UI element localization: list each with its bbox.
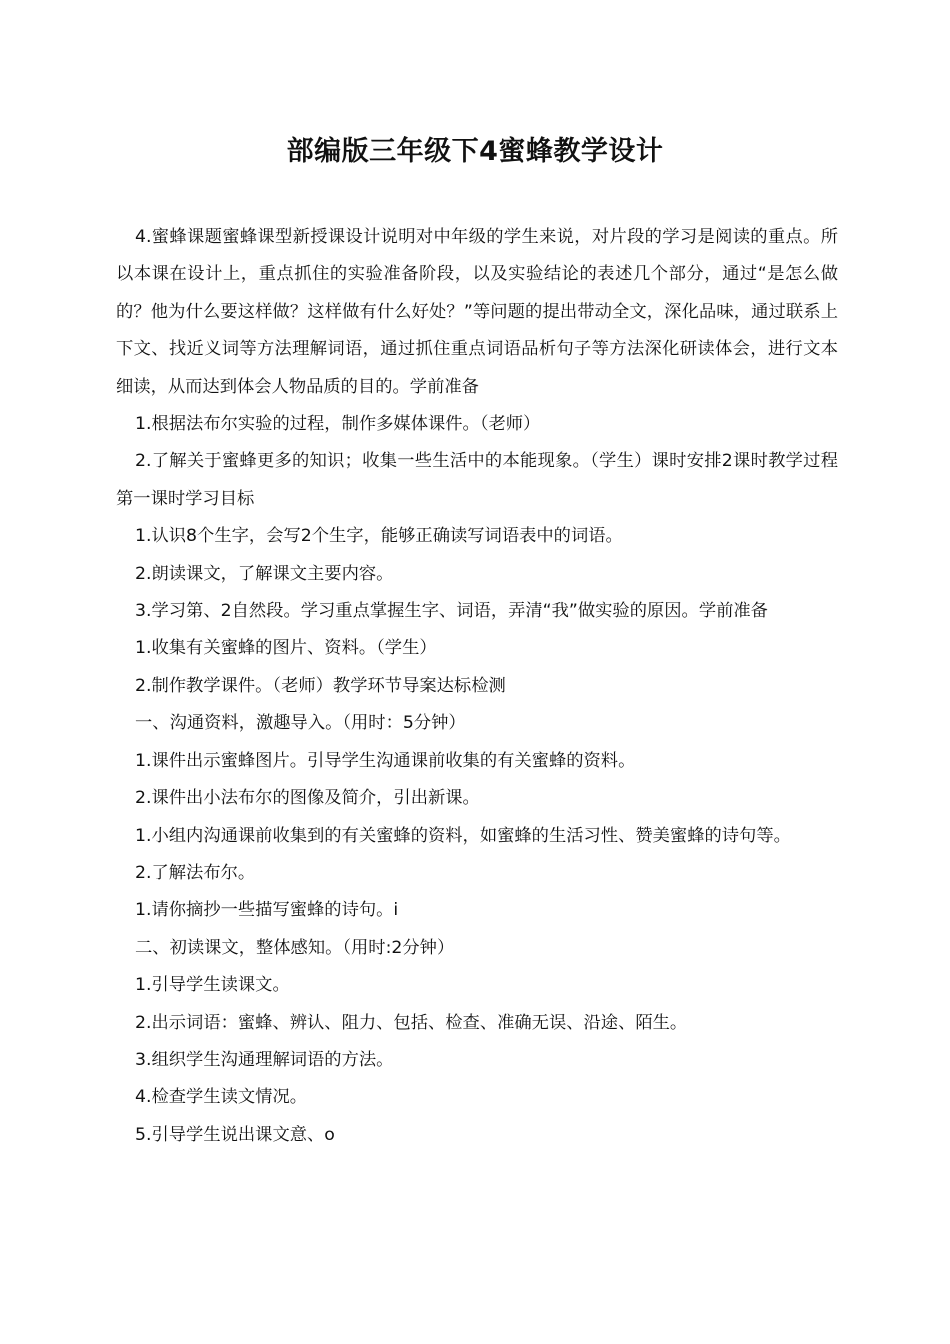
- document-title: 部编版三年级下4蜜蜂教学设计: [286, 136, 664, 167]
- section-heading-2: 二、初读课文，整体感知。（用时:2分钟）: [135, 937, 455, 958]
- document-body: [116, 219, 838, 1154]
- paragraph-step-1: 1.课件出示蜜蜂图片。引导学生沟通课前收集的有关蜜蜂的资料。: [135, 750, 636, 771]
- paragraph-goal-1: 1.认识8个生字，会写2个生字，能够正确读写词语表中的词语。: [135, 526, 623, 547]
- paragraph-intro: 4.蜜蜂课题蜜蜂课型新授课设计说明对中年级的学生来说，对片段的学习是阅读的重点。所以本课在设计上，重点抓住的实验准备阶段，以及实验结论的表述几个部分，通过“是怎么做的？他为什么要这样做？这样做有什么好处？”等问题的提出带动全文，深化品味，通过联系上下文、找近义词等方法理解词语，通过抓住重点词语品析句子等方法深化研读体会，进行文本细读，从而达到体会人物品质的目的。学前准备: [116, 227, 838, 397]
- paragraph-prep-2: 2.了解关于蜜蜂更多的知识；收集一些生活中的本能现象。（学生）课时安排2课时教学过程第一课时学习目标: [116, 451, 838, 509]
- paragraph-read-5: 5.引导学生说出课文意、o: [135, 1124, 335, 1145]
- paragraph-activity-1: 1.小组内沟通课前收集到的有关蜜蜂的资料，如蜜蜂的生活习性、赞美蜜蜂的诗句等。: [135, 825, 791, 846]
- paragraph-read-4: 4.检查学生读文情况。: [135, 1087, 308, 1108]
- paragraph-prep-1: 1.根据法布尔实验的过程，制作多媒体课件。（老师）: [135, 414, 541, 435]
- paragraph-read-2: 2.出示词语：蜜蜂、辨认、阻力、包括、检查、准确无误、沿途、陌生。: [135, 1012, 688, 1033]
- paragraph-read-1: 1.引导学生读课文。: [135, 975, 290, 996]
- paragraph-check-1: 1.请你摘抄一些描写蜜蜂的诗句。i: [135, 900, 399, 921]
- paragraph-goal-2: 2.朗读课文，了解课文主要内容。: [135, 563, 394, 584]
- paragraph-material-1: 1.收集有关蜜蜂的图片、资料。（学生）: [135, 638, 437, 659]
- paragraph-goal-3: 3.学习第、2自然段。学习重点掌握生字、词语，弄清“我”做实验的原因。学前准备: [135, 601, 768, 622]
- paragraph-activity-2: 2.了解法布尔。: [135, 862, 256, 883]
- paragraph-read-3: 3.组织学生沟通理解词语的方法。: [135, 1049, 394, 1070]
- paragraph-step-2: 2.课件出小法布尔的图像及简介，引出新课。: [135, 788, 480, 809]
- section-heading-1: 一、沟通资料，激趣导入。（用时：5分钟）: [135, 713, 466, 734]
- paragraph-material-2: 2.制作教学课件。（老师）教学环节导案达标检测: [135, 675, 506, 696]
